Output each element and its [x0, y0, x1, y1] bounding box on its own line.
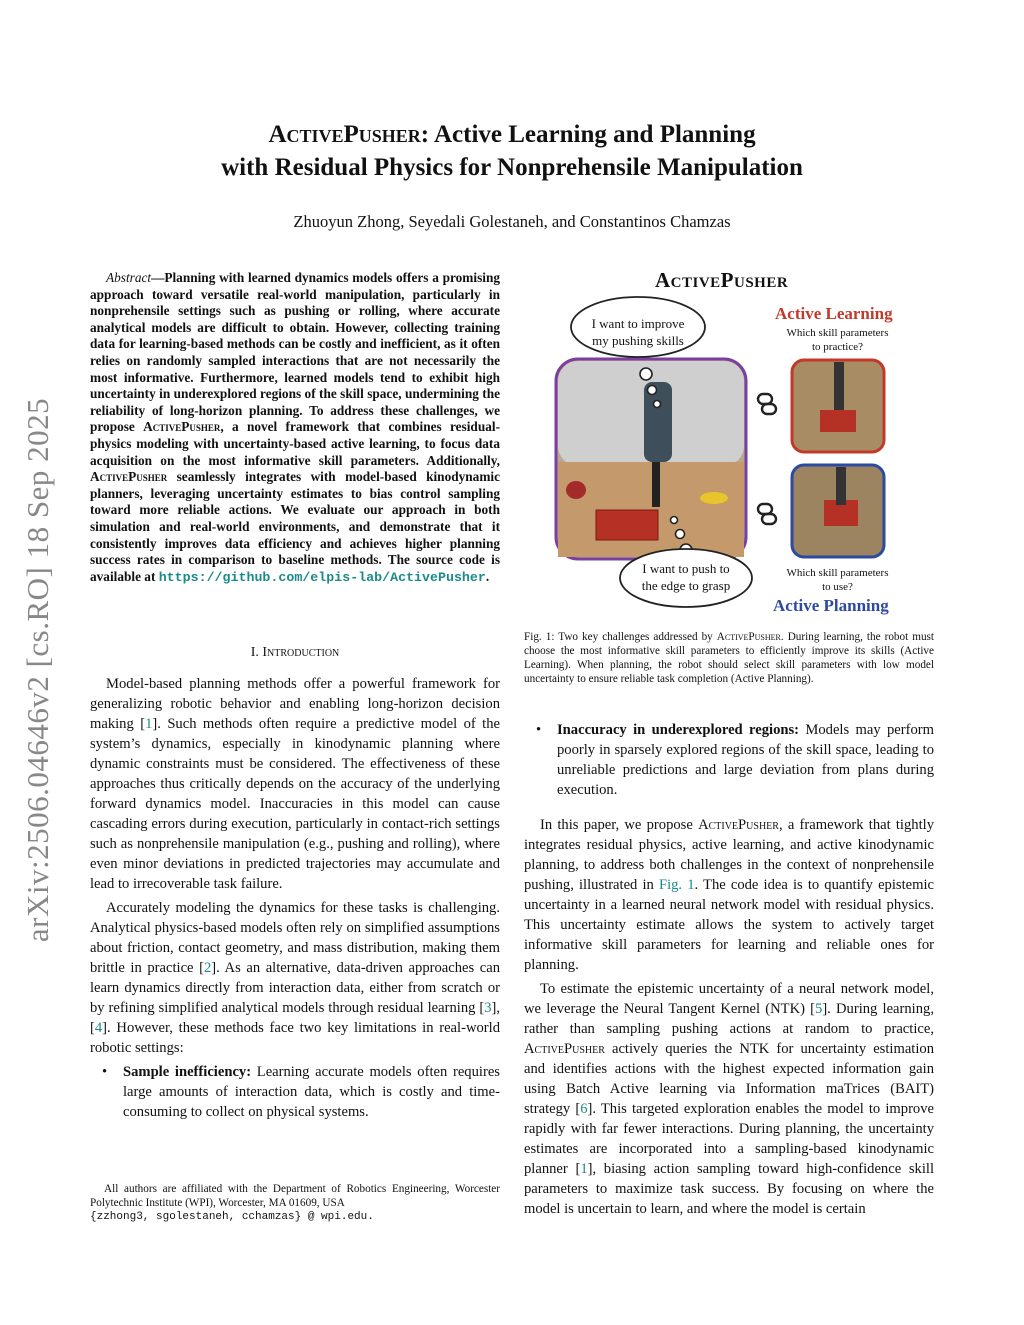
- thought-dot-2: [648, 386, 657, 395]
- p2-text-c: ], [: [90, 1000, 500, 1036]
- p4-name: ActivePusher: [524, 1041, 605, 1057]
- abstract-end: .: [485, 568, 490, 584]
- ap-question-line1: Which skill parameters: [786, 567, 889, 579]
- abstract-text3: seamlessly integrates with model-based kinodynamic planners, leveraging uncertainty estimates to bias control sampling toward more reliable actions. We evaluate our approach in both simulation and real-world environments, and demonstrate that it consistently improves data efficiency and achieves higher planning success rates in comparison to baseline methods. The source code is available at: [90, 469, 500, 584]
- citation-3[interactable]: 3: [484, 1000, 492, 1016]
- thought-dot-4: [671, 517, 678, 524]
- thought-dot-5: [676, 530, 685, 539]
- intro-paragraph-4: [524, 979, 934, 1219]
- bullet-inaccuracy: [524, 720, 934, 800]
- footnote-emails: {zzhong3, sgolestaneh, cchamzas} @ wpi.edu.: [90, 1211, 374, 1223]
- active-planning-question: [770, 566, 905, 594]
- abstract-text1: Planning with learned dynamics models offers a promising approach toward versatile real-world manipulation, particularly in nonprehensile settings such as pushing or rolling, where accurate analytical models are difficult to obtain. However, collecting training data for learning-based methods can be costly and inefficient, as it often relies on randomly sampled interactions that are not necessarily the most informative. Furthermore, learned models tend to exhibit high uncertainty in underexplored regions of the skill space, undermining the reliability of long-horizon planning. To address these challenges, we propose: [90, 270, 500, 435]
- p2-text-b: ]. As an alternative, data-driven approaches can learn dynamics directly from interaction data, either from scratch or by refining simplified analytical models through residual learning [: [90, 960, 501, 1016]
- p2-text-a: Accurately modeling the dynamics for these tasks is challenging. Analytical physics-based models often rely on simplified assumptions about friction, contact geometry, and mass distribution, making them brittle in practice [: [90, 900, 500, 976]
- chain-link-icon-2: [758, 504, 776, 524]
- arxiv-stamp: [18, 380, 58, 960]
- right-bullet-block: [524, 720, 934, 804]
- p4-text-b: ]. During learning, rather than sampling pushing actions at random to practice,: [524, 1001, 934, 1037]
- caption-label: Fig. 1: Two key challenges addressed by: [524, 631, 717, 643]
- thought-dot-1: [640, 368, 652, 380]
- p3-name: ActivePusher: [698, 817, 779, 833]
- al-question-line1: Which skill parameters: [786, 327, 889, 339]
- cracker-box: [596, 510, 658, 540]
- thought-dot-3: [654, 401, 661, 408]
- caption-text: . During learning, the robot must choose the most informative skill parameters to efficiently improve its skills (Active Learning). When planning, the robot should select skill parameters with low model uncertainty to ensure reliable task completion (Active Planning).: [524, 631, 934, 685]
- abstract: [90, 270, 500, 586]
- p1-text-a: Model-based planning methods offer a powerful framework for generalizing robotic behavior and enabling long-horizon decision making [: [90, 676, 500, 732]
- al-question-line2: to practice?: [812, 341, 863, 353]
- left-column: [90, 674, 500, 1126]
- abstract-name1: ActivePusher: [143, 419, 221, 435]
- section-number: I.: [250, 645, 259, 660]
- p4-text-e: ], biasing action sampling toward high-confidence skill parameters to maximize task success. By focusing on where the model is uncertain to learn, and where the model is certain: [524, 1161, 934, 1217]
- section-title: Introduction: [262, 645, 340, 660]
- arxiv-id: arXiv:2506.04646v2 [cs.RO] 18 Sep 2025: [20, 397, 55, 943]
- paper-title: [120, 118, 904, 184]
- bullet2-head: Inaccuracy in underexplored regions:: [557, 722, 800, 738]
- active-planning-label: Active Planning: [773, 596, 889, 615]
- robot-pusher: [652, 462, 660, 507]
- citation-4[interactable]: 4: [94, 1020, 103, 1036]
- p4-text-c: actively queries the NTK for uncertainty estimation and identifies actions with the highest expected information gain using Batch Active learning via Information maTrices (BAIT) strategy [: [524, 1041, 934, 1117]
- figure-1-ref[interactable]: Fig. 1: [658, 877, 695, 893]
- source-code-link[interactable]: https://github.com/elpis-lab/ActivePusher: [158, 569, 486, 585]
- bubble1-line2: my pushing skills: [592, 333, 684, 348]
- abstract-dash: —: [151, 270, 165, 285]
- p4-text-a: To estimate the epistemic uncertainty of a neural network model, we leverage the Neural Tangent Kernel (NTK) [: [524, 981, 934, 1017]
- learning-photo-box: [820, 410, 856, 432]
- bullet-sample-inefficiency: [90, 1062, 500, 1122]
- bullet2-text: Models may perform poorly in sparsely explored regions of the skill space, leading to unreliable predictions and large deviation from plans during execution.: [557, 722, 934, 798]
- right-column: [524, 815, 934, 1223]
- citation-6[interactable]: 6: [580, 1101, 588, 1117]
- citation-1b[interactable]: 1: [580, 1161, 588, 1177]
- learning-photo-arm: [834, 362, 844, 410]
- citation-1[interactable]: 1: [145, 716, 153, 732]
- figure-caption: [524, 630, 934, 686]
- title-name: ActivePusher: [268, 121, 421, 148]
- bullet1-text: Learning accurate models often requires large amounts of interaction data, which is costly and time-consuming to collect on physical systems.: [123, 1064, 500, 1120]
- bubble1-line1: I want to improve: [591, 316, 685, 331]
- intro-paragraph-1: [90, 674, 500, 894]
- citation-2[interactable]: 2: [203, 960, 212, 976]
- p3-text-c: . The code idea is to quantify epistemic uncertainty in a learned neural network model with residual physics. This uncertainty estimate allows the system to actively target informative skill parameters for learning and reliable ones for planning.: [524, 877, 934, 973]
- p2-text-d: ]. However, these methods face two key limitations in real-world robotic settings:: [90, 1020, 500, 1056]
- title-line1-rest: : Active Learning and Planning: [420, 121, 756, 148]
- authors: Zhuoyun Zhong, Seyedali Golestaneh, and Constantinos Chamzas: [293, 212, 731, 231]
- footnote: [90, 1182, 500, 1224]
- banana: [700, 492, 728, 504]
- intro-paragraph-2: [90, 898, 500, 1058]
- intro-paragraph-3: [524, 815, 934, 975]
- abstract-text2: , a novel framework that combines residual-physics modeling with uncertainty-based active learning, to focus data acquisition on the most informative skill parameters. Additionally,: [90, 419, 500, 468]
- bubble2-line1: I want to push to: [642, 561, 730, 576]
- citation-5[interactable]: 5: [815, 1001, 823, 1017]
- bubble2-line2: the edge to grasp: [641, 578, 731, 593]
- footnote-text: All authors are affiliated with the Department of Robotics Engineering, Worcester Polytechnic Institute (WPI), Worcester, MA 01609, USA: [90, 1183, 500, 1209]
- caption-name: ActivePusher: [716, 631, 781, 643]
- figure-title: ActivePusher: [655, 268, 789, 292]
- p1-text-b: ]. Such methods often require a predictive model of the system’s dynamics, especially in kinodynamic planning where dynamic constraints must be considered. The effectiveness of these approaches thus critically depends on the accuracy of the underlying forward dynamics model. Inaccuracies in this model can cause cascading errors during execution, particularly in contact-rich settings such as nonprehensile manipulation (e.g., pushing and rolling), where even minor deviations in predicted trajectories may accumulate and lead to irrecoverable task failure.: [90, 716, 500, 892]
- bullet1-head: Sample inefficiency:: [123, 1064, 252, 1080]
- ap-question-line2: to use?: [822, 581, 853, 593]
- section-heading: [90, 645, 500, 661]
- active-learning-question: [770, 326, 905, 354]
- p3-text-a: In this paper, we propose: [540, 817, 699, 833]
- p4-text-d: ]. This targeted exploration enables the model to improve rapidly with far fewer interactions. During planning, the uncertainty estimates are incorporated into a sampling-based kinodynamic planner [: [524, 1101, 934, 1177]
- abstract-name2: ActivePusher: [90, 469, 168, 485]
- robot-arm: [644, 382, 672, 462]
- bubble-2-text: [630, 560, 742, 594]
- active-learning-label: Active Learning: [775, 304, 893, 323]
- planning-photo-arm: [836, 467, 846, 505]
- p3-text-b: , a framework that tightly integrates residual physics, active learning, and active kinodynamic planning, to address both challenges in the context of nonprehensile pushing, illustrated in: [524, 817, 934, 893]
- title-line2: with Residual Physics for Nonprehensile Manipulation: [221, 154, 803, 181]
- abstract-label: Abstract: [106, 270, 152, 285]
- bubble-1-text: [582, 315, 694, 349]
- mug: [566, 481, 586, 499]
- chain-link-icon: [758, 394, 776, 414]
